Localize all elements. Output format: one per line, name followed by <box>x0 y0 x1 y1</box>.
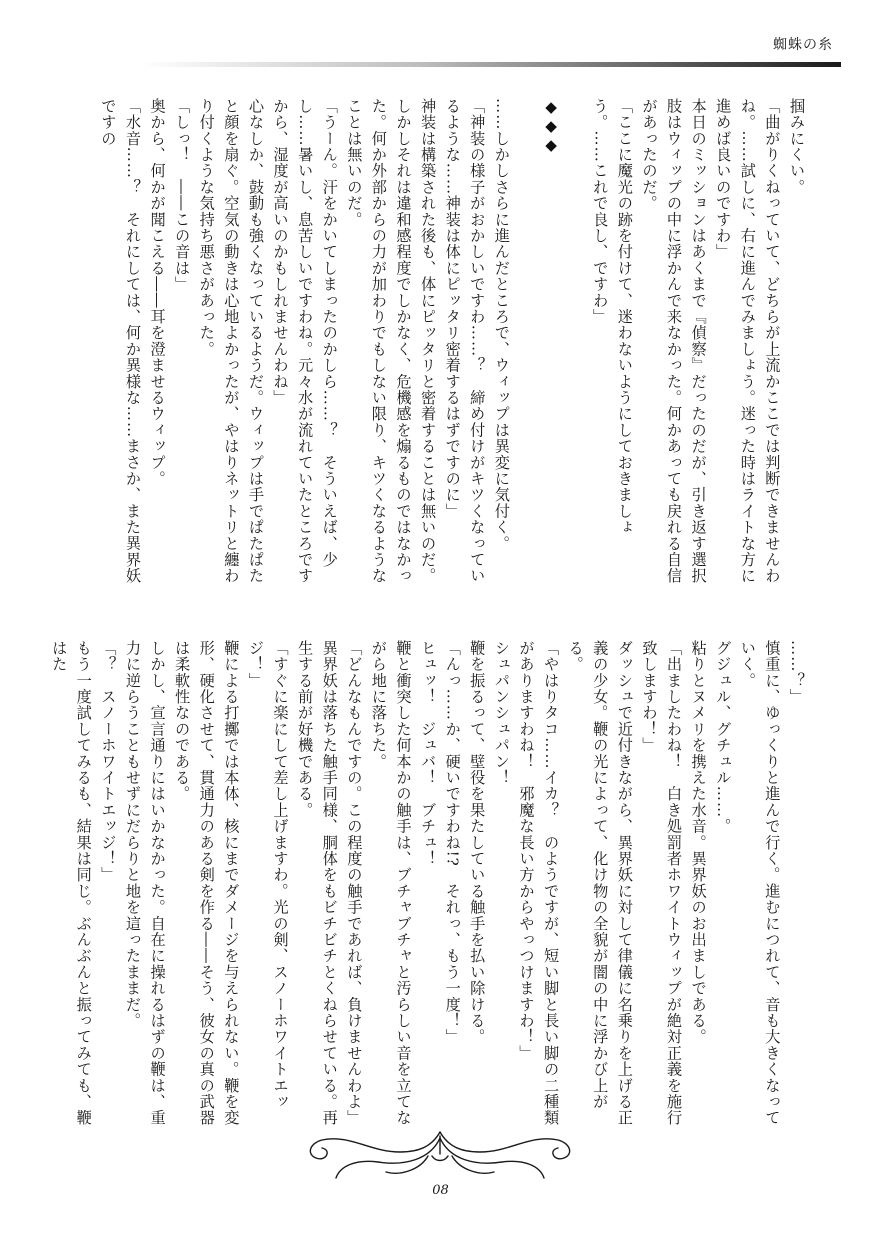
paragraph: 「すぐに楽にして差し上げますわ。光の剣、スノーホワイトエッジ！」 <box>246 640 290 1110</box>
paragraph: 「出ましたわね！ 白き処罰者ホワイトウィップが絶対正義を施行致しますわ！」 <box>640 640 684 1126</box>
paragraph: シュパンシュパン！ <box>492 640 511 786</box>
paragraph: 本日のミッションはあくまで『偵察』だったのだが、引き返す選択肢はウィップの中に浮かんで来なかった。何かあっても戻れる自信があったのだ。 <box>640 98 708 584</box>
header-rule <box>140 62 841 67</box>
paragraph: 鞭による打擲では本体、核にまでダメージを与えられない。鞭を変形、硬化させて、貫通力のある剣を作る――そう、彼女の真の武器は柔軟性なのである。 <box>173 640 241 1126</box>
paragraph <box>514 98 539 590</box>
paragraph: しかし、宣言通りにはいかなかった。自在に操れるはずの鞭は、重力に逆らうこともせずにだらりと地を這ったままだ。 <box>123 640 167 1126</box>
paragraph: 「やはりタコ……イカ？ のようですが、短い脚と長い脚の二種類がありますわね！ 邪魔な長い方からやっつけますわ！」 <box>517 640 561 1126</box>
paragraph: 「うーん。汗をかいてしまったのかしら……？ そういえば、少し……暑いし、息苦しいですわね。元々水が流れていたところですから、湿度が高いのかもしれませんわね」 <box>271 98 339 584</box>
paragraph: ダッシュで近付きながら、異界妖に対して律儀に名乗りを上げる正義の少女。鞭の光によって、化け物の全貌が闇の中に浮かび上がる。 <box>566 640 634 1126</box>
paragraph: 「曲がりくねっていて、どちらが上流かここでは判断できませんわね。……試しに、右に進んでみましょう。迷った時はライトな方に進めば良いのですわ」 <box>714 98 782 584</box>
paragraph: 鞭と衝突した何本かの触手は、ブチャブチャと汚らしい音を立てながら地に落ちた。 <box>369 640 413 1126</box>
paragraph: ……？」 <box>788 640 806 705</box>
section-break: ◆◆◆ <box>542 98 561 155</box>
paragraph: 「神装の様子がおかしいですわ……？ 締め付けがキツくなっているような……神装は体にピッタリ密着するはずですのに」 <box>443 98 487 584</box>
paragraph: ……しかしさらに進んだところで、ウィップは異変に気付く。 <box>492 98 511 552</box>
paragraph: 鞭を振るって、壁役を果たしている触手を払い除ける。 <box>468 640 487 1045</box>
paragraph: 異界妖は落ちた触手同様、胴体をもビチビチとくねらせている。再生する前が好機である。 <box>296 640 339 1126</box>
paragraph: グジュル、グチュル……。 <box>714 640 733 835</box>
paragraph: 「？ スノーホワイトエッジ！」 <box>99 640 118 883</box>
paragraph: 奥から、何かが聞こえる――耳を澄ませるウィップ。 <box>148 98 167 487</box>
body-text-upper <box>49 98 809 590</box>
paragraph: もう一度試してみるも、結果は同じ。ぶんぶんと振ってみても、鞭はた <box>50 640 93 1126</box>
paragraph: ヒュッ！ ジュバ！ ブチュ！ <box>419 640 438 867</box>
paragraph: 慎重に、ゆっくりと進んで行く。進むにつれて、音も大きくなっていく。 <box>738 640 782 1126</box>
paragraph: 「しっ！ ――この音は」 <box>173 98 192 293</box>
paragraph: 「ここに魔光の跡を付けて、迷わないようにしておきましょう。……これで良し、ですわ」 <box>591 98 634 536</box>
paragraph <box>563 98 588 590</box>
paragraph: 「どんなもんですの。この程度の触手であれば、負けませんわよ」 <box>345 640 364 1126</box>
body-text-lower <box>49 640 809 1130</box>
paragraph: 粘りとヌメリを携えた水音。異界妖のお出ましである。 <box>689 640 708 1045</box>
paragraph: 「んっ……か、硬いですわね!? それっ、もう一度！」 <box>443 640 462 1046</box>
running-header-title: 蜘蛛の糸 <box>773 37 833 53</box>
paragraph: 「水音……？ それにしては、何か異様な……まさか、また異界妖ですの <box>99 98 142 584</box>
paragraph: 心なしか、鼓動も強くなっているようだ。ウィップは手でぱたぱたと顔を扇ぐ。空気の動きは心地よかったが、やはりネットリと纏わり付くような気持ち悪さがあった。 <box>197 98 265 584</box>
paragraph: 神装は構築された後も、体にピッタリと密着することは無いのだ。しかしそれは違和感程度でしかなく、危機感を煽るものではなかった。何か外部からの力が加わりでもしない限り、キツくなるようなことは無いのだ。 <box>345 98 438 584</box>
page-number: 08 <box>432 1183 449 1198</box>
paragraph: 掴みにくい。 <box>788 98 806 196</box>
